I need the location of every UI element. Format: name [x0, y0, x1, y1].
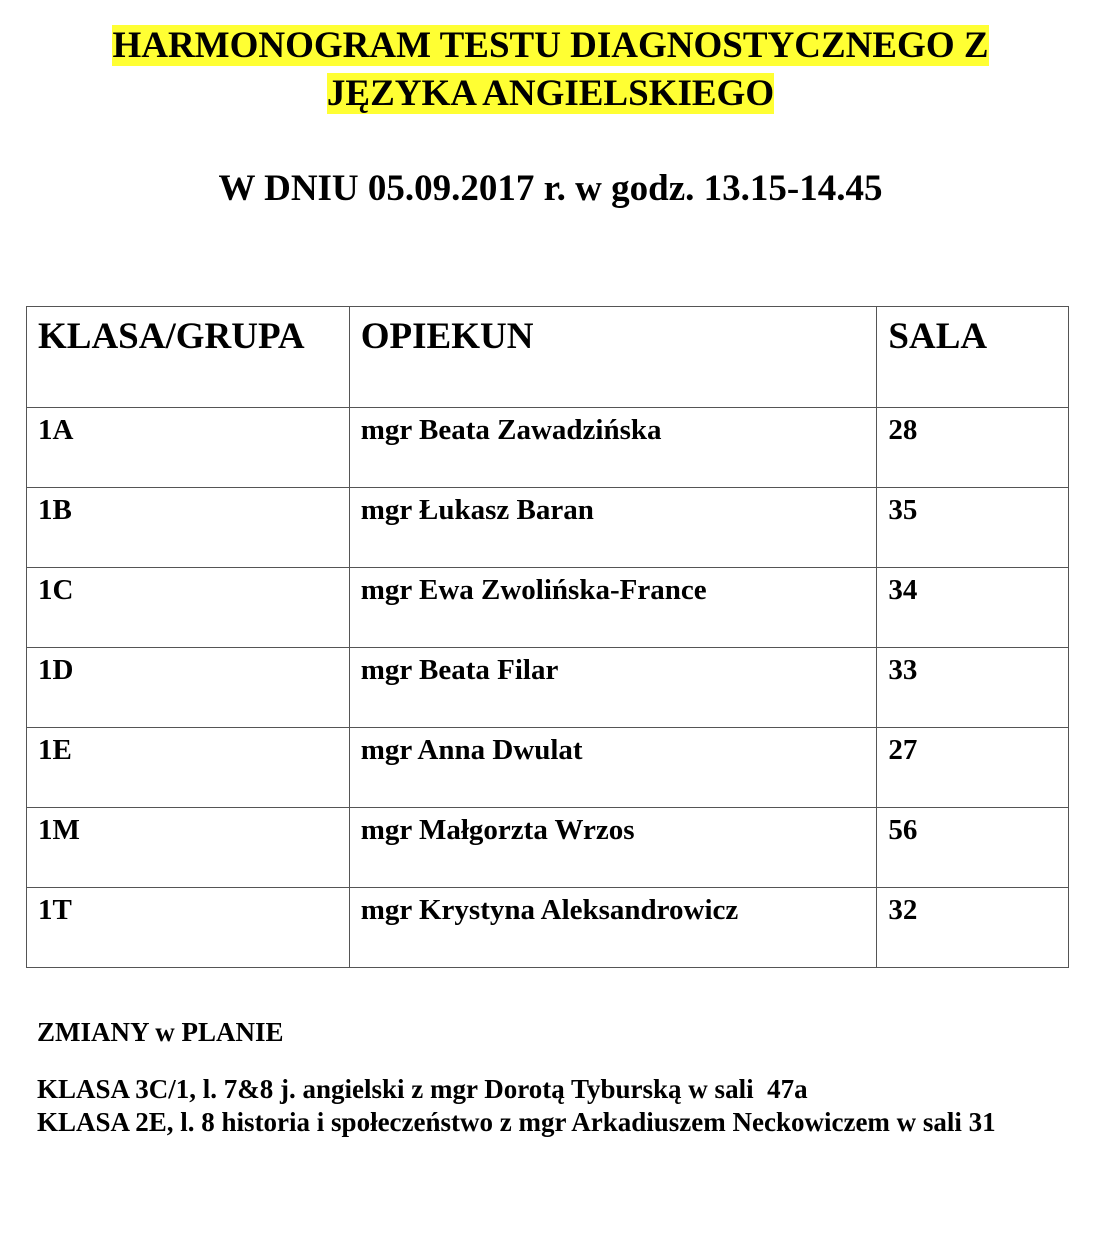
cell-opiekun: mgr Małgorzta Wrzos: [349, 808, 877, 888]
title-line-2: JĘZYKA ANGIELSKIEGO: [326, 73, 775, 114]
cell-opiekun: mgr Ewa Zwolińska-France: [349, 568, 877, 648]
plan-changes-section: [37, 1016, 1077, 1139]
cell-klasa: 1C: [27, 568, 350, 648]
document-title: [0, 22, 1101, 118]
schedule-table: [26, 306, 1069, 968]
table-row: [27, 648, 1069, 728]
cell-klasa: 1T: [27, 888, 350, 968]
table-row: [27, 488, 1069, 568]
column-header-opiekun: OPIEKUN: [349, 307, 877, 408]
plan-change-item: KLASA 2E, l. 8 historia i społeczeństwo z mgr Arkadiuszem Neckowiczem w sali 31: [37, 1107, 996, 1137]
cell-sala: 28: [877, 408, 1069, 488]
cell-opiekun: mgr Anna Dwulat: [349, 728, 877, 808]
plan-changes-heading: ZMIANY w PLANIE: [37, 1017, 284, 1047]
cell-sala: 35: [877, 488, 1069, 568]
cell-sala: 33: [877, 648, 1069, 728]
table-row: [27, 888, 1069, 968]
cell-klasa: 1D: [27, 648, 350, 728]
plan-change-item: KLASA 3C/1, l. 7&8 j. angielski z mgr Dorotą Tyburską w sali 47a: [37, 1074, 808, 1104]
table-row: [27, 728, 1069, 808]
column-header-sala: SALA: [877, 307, 1069, 408]
cell-sala: 32: [877, 888, 1069, 968]
cell-sala: 27: [877, 728, 1069, 808]
title-line-1: HARMONOGRAM TESTU DIAGNOSTYCZNEGO Z: [112, 25, 989, 66]
cell-klasa: 1M: [27, 808, 350, 888]
column-header-klasa: KLASA/GRUPA: [27, 307, 350, 408]
date-time-subtitle: W DNIU 05.09.2017 r. w godz. 13.15-14.45: [218, 168, 883, 209]
cell-opiekun: mgr Beata Zawadzińska: [349, 408, 877, 488]
cell-opiekun: mgr Łukasz Baran: [349, 488, 877, 568]
table-header-row: [27, 307, 1069, 408]
cell-klasa: 1B: [27, 488, 350, 568]
cell-opiekun: mgr Beata Filar: [349, 648, 877, 728]
table-row: [27, 408, 1069, 488]
cell-klasa: 1A: [27, 408, 350, 488]
table-row: [27, 808, 1069, 888]
table-row: [27, 568, 1069, 648]
cell-klasa: 1E: [27, 728, 350, 808]
cell-sala: 34: [877, 568, 1069, 648]
cell-sala: 56: [877, 808, 1069, 888]
cell-opiekun: mgr Krystyna Aleksandrowicz: [349, 888, 877, 968]
